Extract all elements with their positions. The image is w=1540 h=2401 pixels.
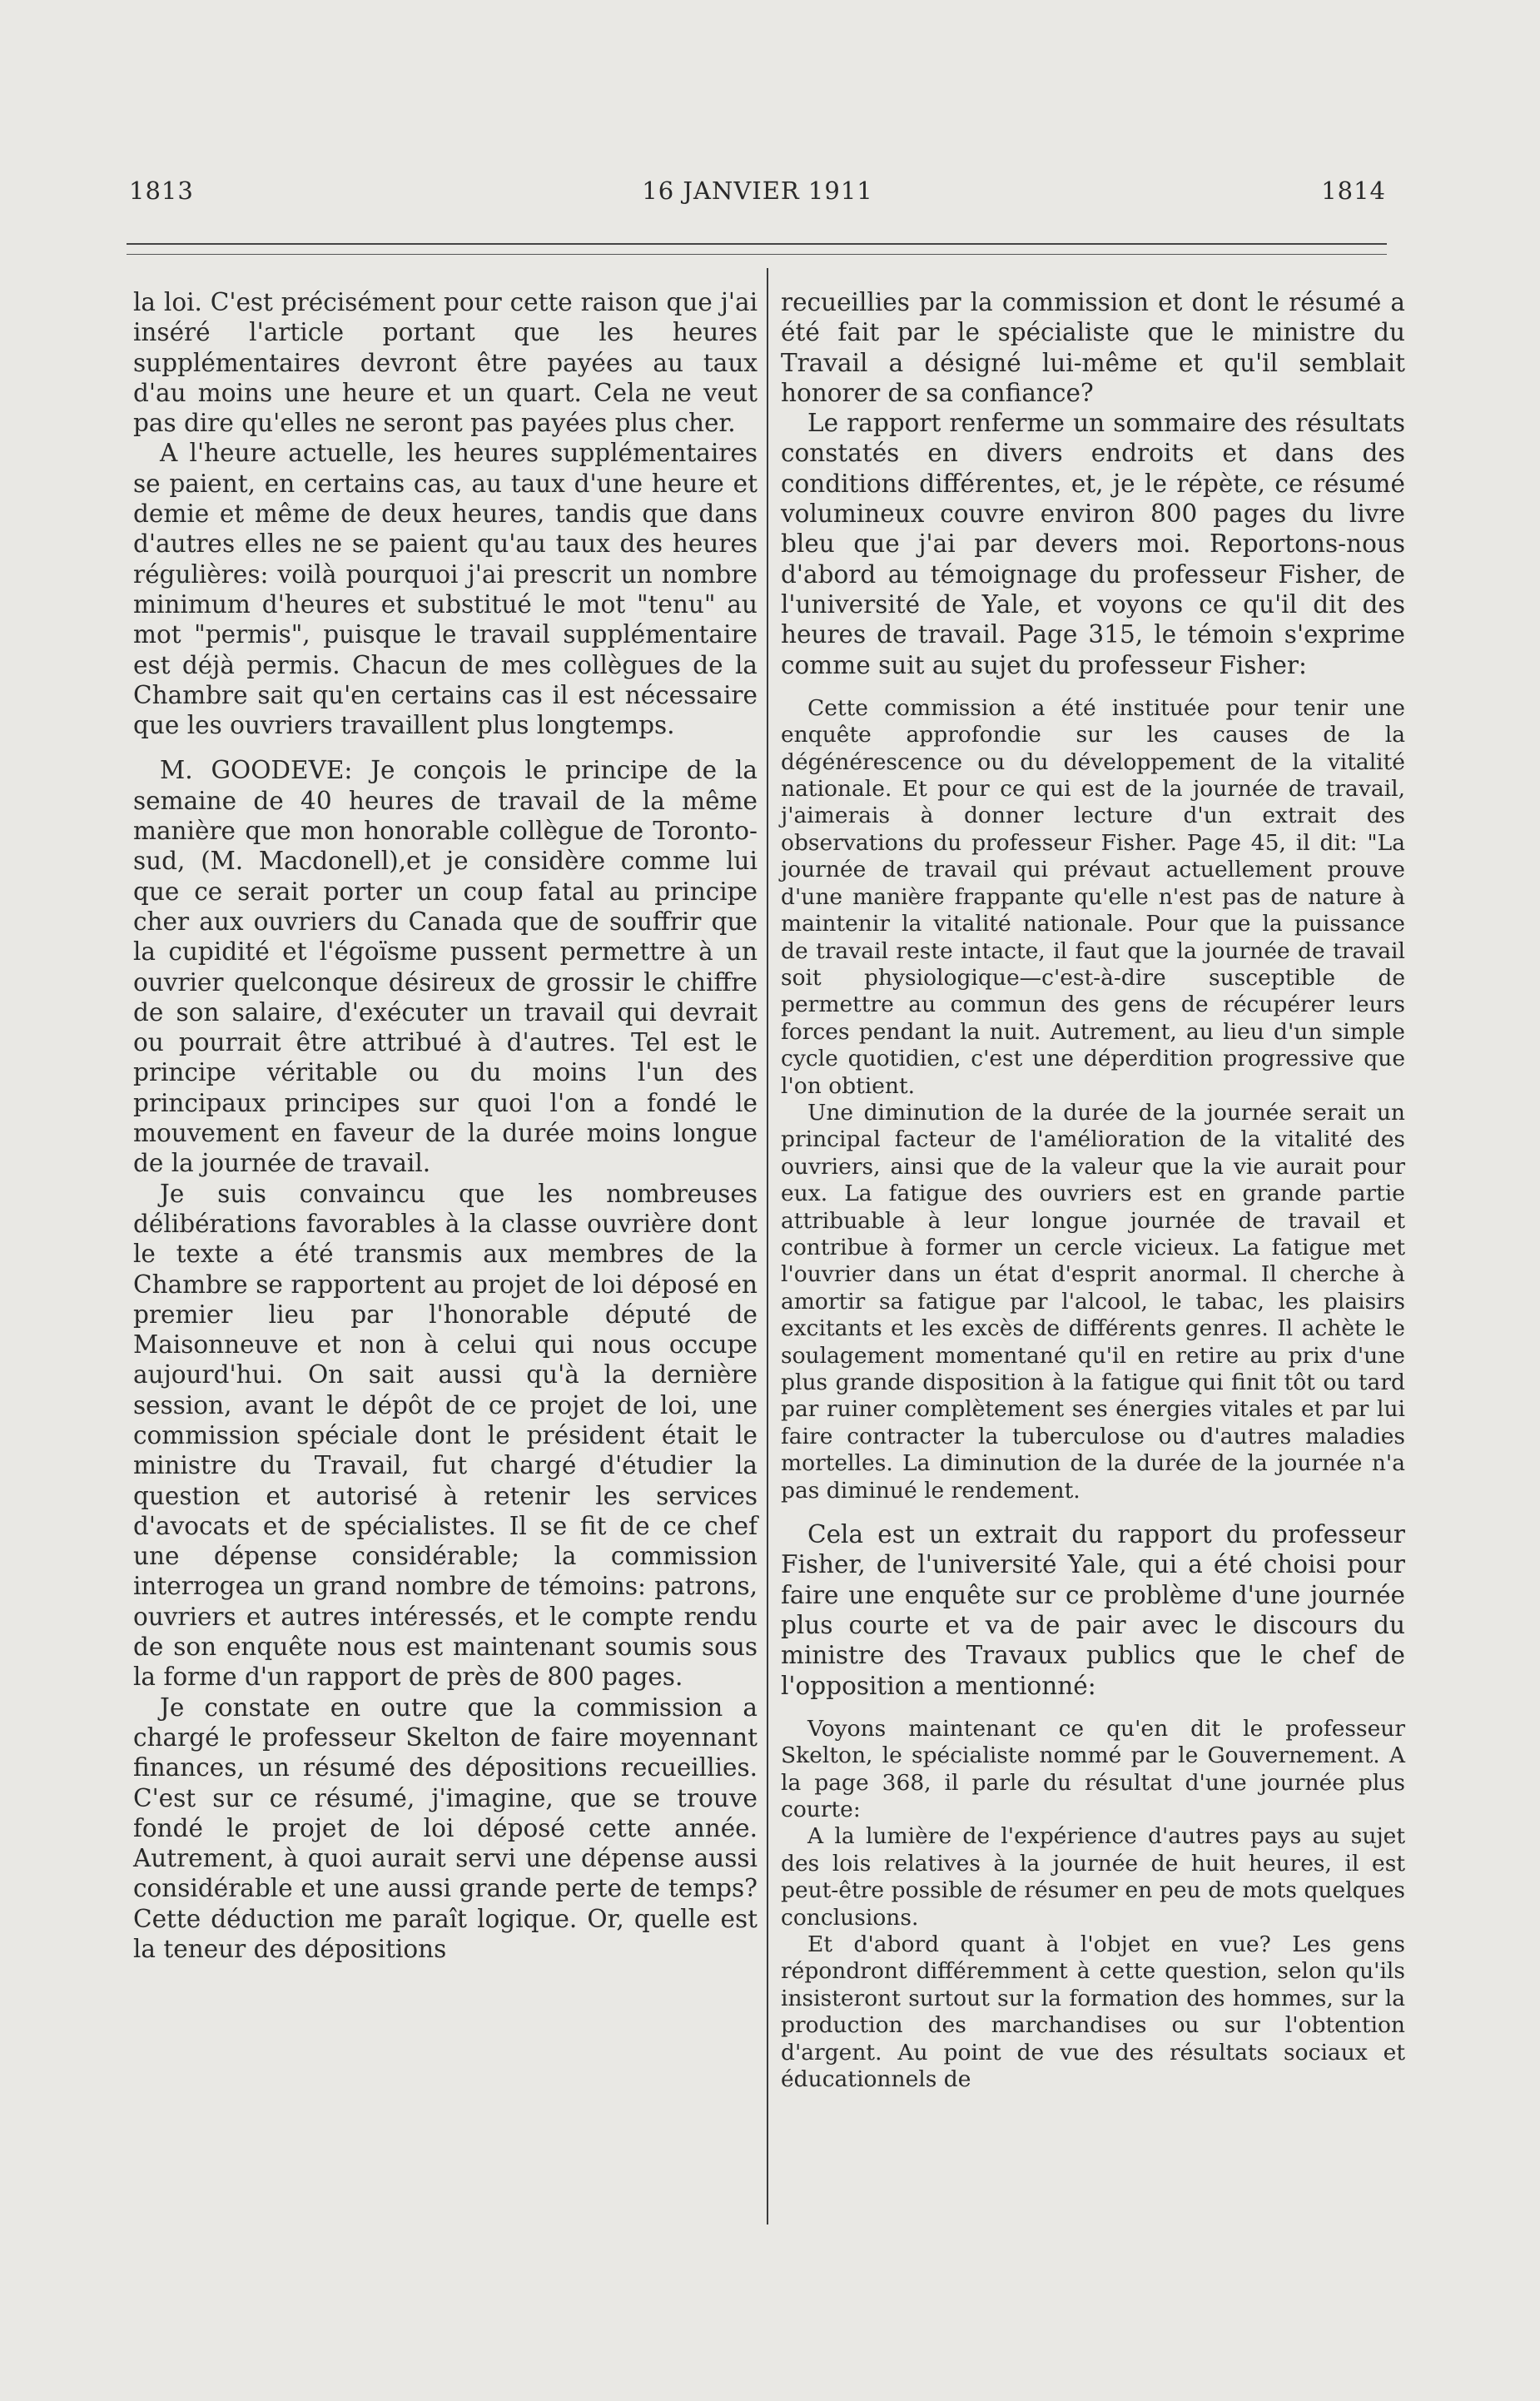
header-rule-bottom bbox=[127, 254, 1387, 255]
paragraph: la loi. C'est précisément pour cette raison que j'ai inséré l'article portant que les heures supplémentaires devront être payées au taux d'au moins une heure et un quart. Cela ne veut pas dire qu'elles ne seront pas payées plus cher. bbox=[133, 288, 758, 438]
paragraph: Le rapport renferme un sommaire des résultats constatés en divers endroits et dans des conditions différentes, et, je le répète, ce résumé volumineux couvre environ 800 pages du livre bleu que j'ai par devers moi. Reportons-nous d'abord au témoignage du professeur Fisher, de l'université de Yale, et voyons ce qu'il dit des heures de travail. Page 315, le témoin s'exprime comme suit au sujet du professeur Fisher: bbox=[781, 409, 1405, 679]
page-number-right: 1814 bbox=[1321, 176, 1386, 205]
paragraph: Cela est un extrait du rapport du professeur Fisher, de l'université Yale, qui a été choisi pour faire une enquête sur ce problème d'une journée plus courte et va de pair avec le discours du ministre des Travaux publics que le chef de l'opposition a mentionné: bbox=[781, 1520, 1405, 1700]
paragraph: Voyons maintenant ce qu'en dit le professeur Skelton, le spécialiste nommé par le Gouvernement. A la page 368, il parle du résultat d'une journée plus courte: bbox=[781, 1715, 1405, 1823]
column-divider bbox=[767, 268, 768, 2225]
paragraph: recueillies par la commission et dont le résumé a été fait par le spécialiste que le ministre du Travail a désigné lui-même et qu'il semblait honorer de sa confiance? bbox=[781, 288, 1405, 407]
paragraph: Je suis convaincu que les nombreuses délibérations favorables à la classe ouvrière dont le texte a été transmis aux membres de la Chambre se rapportent au projet de loi déposé en premier lieu par l'honorable député de Maisonneuve et non à celui qui nous occupe aujourd'hui. On sait aussi qu'à la dernière session, avant le dépôt de ce projet de loi, une commission spéciale dont le président était le ministre du Travail, fut chargé d'étudier la question et autorisé à retenir les services d'avocats et de spécialistes. Il se fit de ce chef une dépense considérable; la commission interrogea un grand nombre de témoins: patrons, ouvriers et autres intéressés, et le compte rendu de son enquête nous est maintenant soumis sous la forme d'un rapport de près de 800 pages. bbox=[133, 1179, 758, 1692]
page-number-left: 1813 bbox=[129, 176, 194, 205]
speaker-paragraph: M. GOODEVE: Je conçois le principe de la semaine de 40 heures de travail de la même manière que mon honorable collègue de Toronto-sud, (M. Macdonell),et je considère comme lui que ce serait porter un coup fatal au principe cher aux ouvriers du Canada que de souffrir que la cupidité et l'égoïsme pussent permettre à un ouvrier quelconque désireux de grossir le chiffre de son salaire, d'exécuter un travail qui devrait ou pourrait être attribué à d'autres. Tel est le principe véritable ou du moins l'un des principaux principes sur quoi l'on a fondé le mouvement en faveur de la durée moins longue de la journée de travail. bbox=[133, 756, 758, 1178]
paragraph: Je constate en outre que la commission a chargé le professeur Skelton de faire moyennant finances, un résumé des dépositions recueillies. C'est sur ce résumé, j'imagine, que se trouve fondé le projet de loi déposé cette année. Autrement, à quoi aurait servi une dépense aussi considérable et une aussi grande perte de temps? Cette déduction me paraît logique. Or, quelle est la teneur des dépositions bbox=[133, 1693, 758, 1964]
paragraph: A l'heure actuelle, les heures supplémentaires se paient, en certains cas, au taux d'une heure et demie et même de deux heures, tandis que dans d'autres elles ne se paient qu'au taux des heures régulières: voilà pourquoi j'ai prescrit un nombre minimum d'heures et substitué le mot "tenu" au mot "permis", puisque le travail supplémentaire est déjà permis. Chacun de mes collègues de la Chambre sait qu'en certains cas il est nécessaire que les ouvriers travaillent plus longtemps. bbox=[133, 439, 758, 740]
quotation-paragraph: A la lumière de l'expérience d'autres pays au sujet des lois relatives à la journée de huit heures, il est peut-être possible de résumer en peu de mots quelques conclusions. bbox=[781, 1823, 1405, 1931]
right-column bbox=[781, 287, 1405, 2094]
left-column bbox=[133, 287, 758, 1964]
quotation-paragraph: Une diminution de la durée de la journée serait un principal facteur de l'amélioration de la vitalité des ouvriers, ainsi que de la valeur que la vie aurait pour eux. La fatigue des ouvriers est en grande partie attribuable à leur longue journée de travail et contribue à former un cercle vicieux. La fatigue met l'ouvrier dans un état d'esprit anormal. Il cherche à amortir sa fatigue par l'alcool, le tabac, les plaisirs excitants et les excès de différents genres. Il achète le soulagement momentané qu'il en retire au prix d'une plus grande disposition à la fatigue qui finit tôt ou tard par ruiner complètement ses énergies vitales et par lui faire contracter la tuberculose ou d'autres maladies mortelles. La diminution de la durée de la journée n'a pas diminué le rendement. bbox=[781, 1099, 1405, 1504]
quotation-paragraph: Cette commission a été instituée pour tenir une enquête approfondie sur les causes de la dégénérescence ou du développement de la vitalité nationale. Et pour ce qui est de la journée de travail, j'aimerais à donner lecture d'un extrait des observations du professeur Fisher. Page 45, il dit: "La journée de travail qui prévaut actuellement prouve d'une manière frappante qu'elle n'est pas de nature à maintenir la vitalité nationale. Pour que la puissance de travail reste intacte, il faut que la journée de travail soit physiologique—c'est-à-dire susceptible de permettre au commun des gens de récupérer leurs forces pendant la nuit. Autrement, au lieu d'un simple cycle quotidien, c'est une déperdition progressive que l'on obtient. bbox=[781, 694, 1405, 1099]
page-header bbox=[129, 176, 1386, 218]
header-date: 16 JANVIER 1911 bbox=[642, 176, 873, 205]
quotation-paragraph: Et d'abord quant à l'objet en vue? Les gens répondront différemment à cette question, selon qu'ils insisteront surtout sur la formation des hommes, sur la production des marchandises ou sur l'obtention d'argent. Au point de vue des résultats sociaux et éducationnels de bbox=[781, 1931, 1405, 2093]
header-rule-top bbox=[127, 243, 1387, 245]
